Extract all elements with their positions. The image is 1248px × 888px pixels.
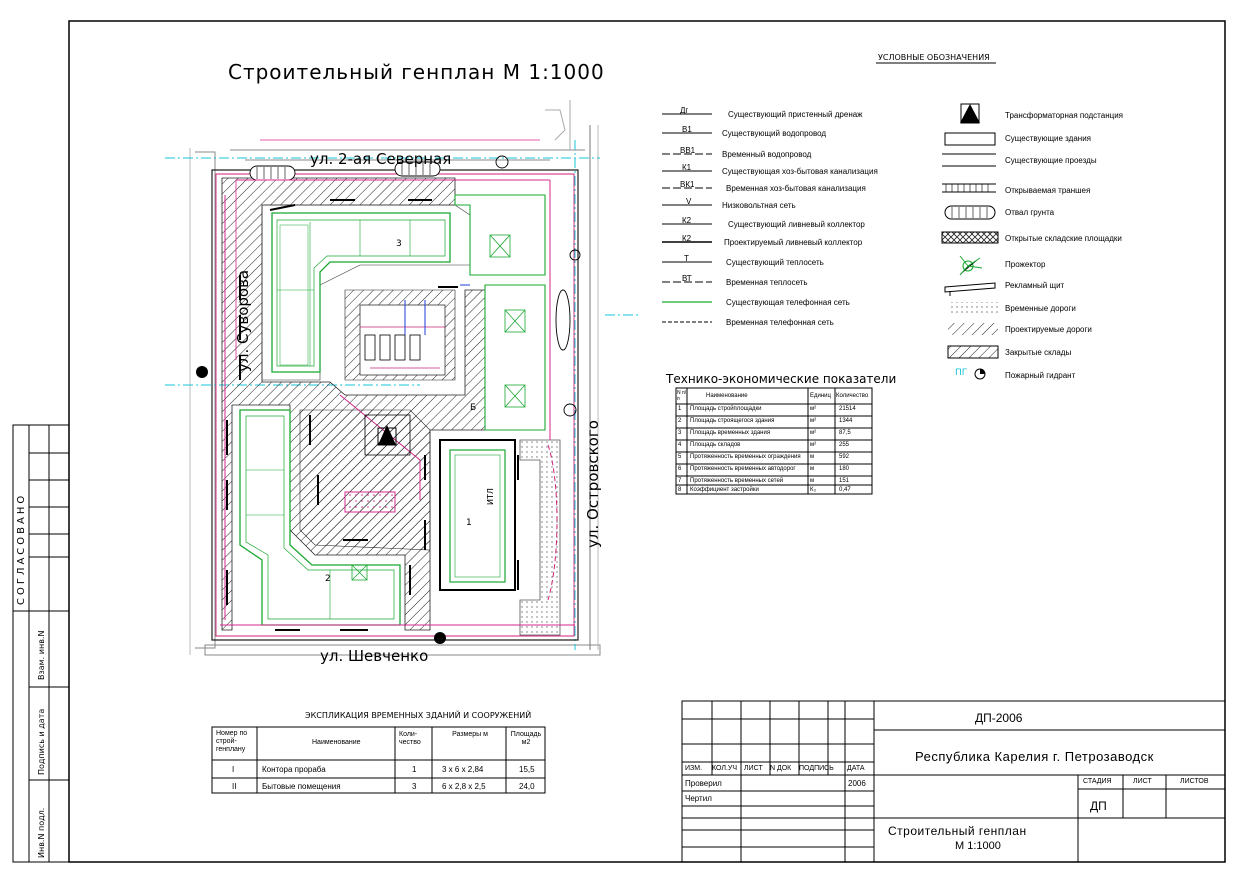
legend-item: Существующая телефонная сеть — [726, 298, 850, 307]
explication-title: ЭКСПЛИКАЦИЯ ВРЕМЕННЫХ ЗДАНИЙ И СООРУЖЕНИЙ — [305, 711, 532, 720]
tep-cell: 180 — [839, 466, 850, 472]
site-label-b: Б — [470, 403, 477, 413]
legend-hydrant-code: ПГ — [955, 368, 968, 378]
legend-item: Открытые складские площадки — [1005, 234, 1122, 243]
tep-cell: 3 — [678, 430, 682, 436]
legend-item: Существующая хоз-бытовая канализация — [722, 167, 878, 176]
explication-cell: II — [232, 782, 237, 791]
tep-cell: Протяженность временных сетей — [690, 478, 784, 484]
page-title: Строительный генплан М 1:1000 — [228, 60, 605, 84]
legend-item: Существующие проезды — [1005, 156, 1097, 165]
legend-code: ВТ — [682, 274, 692, 283]
tb-stage-h: СТАДИЯ — [1083, 778, 1112, 785]
tep-cell: Площадь строящегося здания — [690, 418, 775, 424]
explication-cell: Контора прораба — [262, 765, 326, 774]
street-north: ул. 2-ая Северная — [310, 150, 452, 168]
legend-item: Отвал грунта — [1005, 208, 1055, 217]
stamp-agreed: СОГЛАСОВАНО — [16, 492, 27, 605]
tep-cell: 0,47 — [839, 487, 851, 493]
tb-header-cell: ЛИСТ — [744, 765, 763, 772]
street-west: ул. Суворова — [234, 269, 252, 372]
legend-item: Трансформаторная подстанция — [1005, 111, 1123, 120]
tb-drawn-label: Чертил — [685, 794, 712, 803]
expl-header-qty: Коли-чество — [399, 731, 421, 746]
legend-item: Временная теплосеть — [726, 278, 808, 287]
legend-item: Проектируемый ливневый коллектор — [724, 238, 863, 247]
legend-item: Проектируемые дороги — [1005, 325, 1092, 334]
expl-header-area: Площадь м2 — [510, 731, 542, 746]
legend-item: Существующие здания — [1005, 134, 1092, 143]
tep-cell: 2 — [678, 418, 682, 424]
tep-cell: 7 — [678, 478, 682, 484]
tep-cell: 151 — [839, 478, 850, 484]
tb-title-1: Строительный генплан — [888, 824, 1027, 838]
legend-code: Т — [684, 254, 689, 263]
tep-cell: м² — [810, 430, 817, 436]
tep-header-qty: Количество — [836, 393, 869, 399]
tep-cell: м² — [810, 442, 817, 448]
legend-item: Временная телефонная сеть — [726, 318, 834, 327]
tep-cell: м — [810, 466, 815, 472]
site-label-itl: ИТЛ — [486, 488, 495, 505]
tb-sheets-h: ЛИСТОВ — [1180, 778, 1209, 785]
explication-headers — [212, 727, 545, 760]
legend-item: Существующий водопровод — [722, 129, 827, 138]
tb-code: ДП-2006 — [975, 711, 1023, 725]
tep-header-name: Наименование — [706, 393, 748, 399]
legend-item: Существующий пристенный дренаж — [728, 110, 863, 119]
legend-code: V — [686, 197, 692, 206]
svg-text:1: 1 — [466, 518, 472, 528]
legend-code: К2 — [682, 234, 692, 243]
legend-code: К1 — [682, 163, 692, 172]
tep-cell: 4 — [678, 442, 682, 448]
tb-sheet-h: ЛИСТ — [1133, 778, 1152, 785]
legend-item: Закрытые склады — [1005, 348, 1072, 357]
tep-cell: Протяженность временных автодорог — [690, 466, 796, 472]
tep-cell: 5 — [678, 454, 682, 460]
tep-cell: 592 — [839, 454, 850, 460]
legend-item: Временная хоз-бытовая канализация — [726, 184, 866, 193]
legend-item: Временный водопровод — [722, 150, 812, 159]
legend-item: Существующий теплосеть — [726, 258, 824, 267]
legend-item: Открываемая траншея — [1005, 186, 1091, 195]
explication-cell: 1 — [412, 765, 417, 774]
tep-cell: 255 — [839, 442, 850, 448]
explication-cell: 24,0 — [519, 782, 535, 791]
legend-item: Низковольтная сеть — [722, 201, 796, 210]
explication-cell: 3 — [412, 782, 417, 791]
expl-header-name: Наименование — [312, 739, 361, 746]
tb-header-cell: N ДОК — [770, 765, 792, 772]
expl-header-size: Размеры м — [452, 731, 488, 738]
tep-cell: Площадь временных здания — [690, 430, 771, 436]
tep-header-unit: Единиц — [810, 393, 831, 399]
stamp-replace-inv: Взам. инв.N — [37, 630, 46, 680]
explication-cell: 6 х 2,8 х 2,5 — [442, 782, 486, 791]
tep-cell: м — [810, 478, 815, 484]
tep-cell: 1344 — [839, 418, 853, 424]
tep-cell: м — [810, 454, 815, 460]
tep-cell: 6 — [678, 466, 682, 472]
street-south: ул. Шевченко — [320, 647, 429, 665]
explication-cell: I — [232, 765, 235, 774]
street-east: ул. Островского — [584, 420, 602, 548]
explication-cell: Бытовые помещения — [262, 782, 341, 791]
tb-stage-value: ДП — [1090, 799, 1107, 813]
legend-item: Рекламный щит — [1005, 281, 1065, 290]
tep-cell: Коэффициент застройки — [690, 487, 759, 493]
explication-cell: 15,5 — [519, 765, 535, 774]
tb-header-cell: ПОДПИСЬ — [799, 765, 834, 772]
tb-header-cell: ИЗМ. — [685, 765, 703, 772]
legend-item: Прожектор — [1005, 260, 1046, 269]
legend-code: К2 — [682, 216, 692, 225]
tep-cell: Площадь складов — [690, 442, 741, 448]
tb-title-2: М 1:1000 — [955, 840, 1001, 852]
expl-header-num: Номер по строй-генплану — [216, 730, 248, 753]
tep-cell: Площадь стройплощадки — [690, 406, 762, 412]
svg-text:2: 2 — [325, 574, 331, 584]
tep-header-num: N п/п — [677, 390, 687, 402]
tep-cell: 21514 — [839, 406, 856, 412]
svg-text:3: 3 — [396, 239, 402, 249]
legend-item: Временные дороги — [1005, 304, 1076, 313]
legend-code: В1 — [682, 125, 692, 134]
tb-checked-date: 2006 — [848, 779, 866, 788]
tep-cell: 87,5 — [839, 430, 851, 436]
tb-header-cell: КОЛ.УЧ — [712, 765, 738, 772]
tb-org: Республика Карелия г. Петрозаводск — [915, 749, 1154, 764]
tb-checked-label: Проверил — [685, 779, 722, 788]
explication-cell: 3 х 6 х 2,84 — [442, 765, 484, 774]
tep-cell: м² — [810, 406, 817, 412]
tep-cell: м² — [810, 418, 817, 424]
stamp-inv-original: Инв.N подл. — [37, 807, 46, 858]
tb-header-cell: ДАТА — [847, 765, 865, 772]
tep-cell: К₃ — [810, 487, 816, 493]
tep-title: Технико-экономические показатели — [666, 372, 897, 386]
legend-item: Пожарный гидрант — [1005, 371, 1076, 380]
legend-item: Существующий ливневый коллектор — [728, 220, 865, 229]
legend-code: ВК1 — [680, 180, 695, 189]
tep-cell: 8 — [678, 487, 682, 493]
legend-heading: УСЛОВНЫЕ ОБОЗНАЧЕНИЯ — [878, 53, 990, 62]
legend-code: ВВ1 — [680, 146, 696, 155]
tep-cell: Протяженность временных ограждения — [690, 454, 801, 460]
tep-cell: 1 — [678, 406, 682, 412]
stamp-signature-date: Подпись и дата — [37, 708, 46, 775]
legend-code: Дг — [680, 106, 689, 115]
tb-headers — [682, 764, 874, 775]
